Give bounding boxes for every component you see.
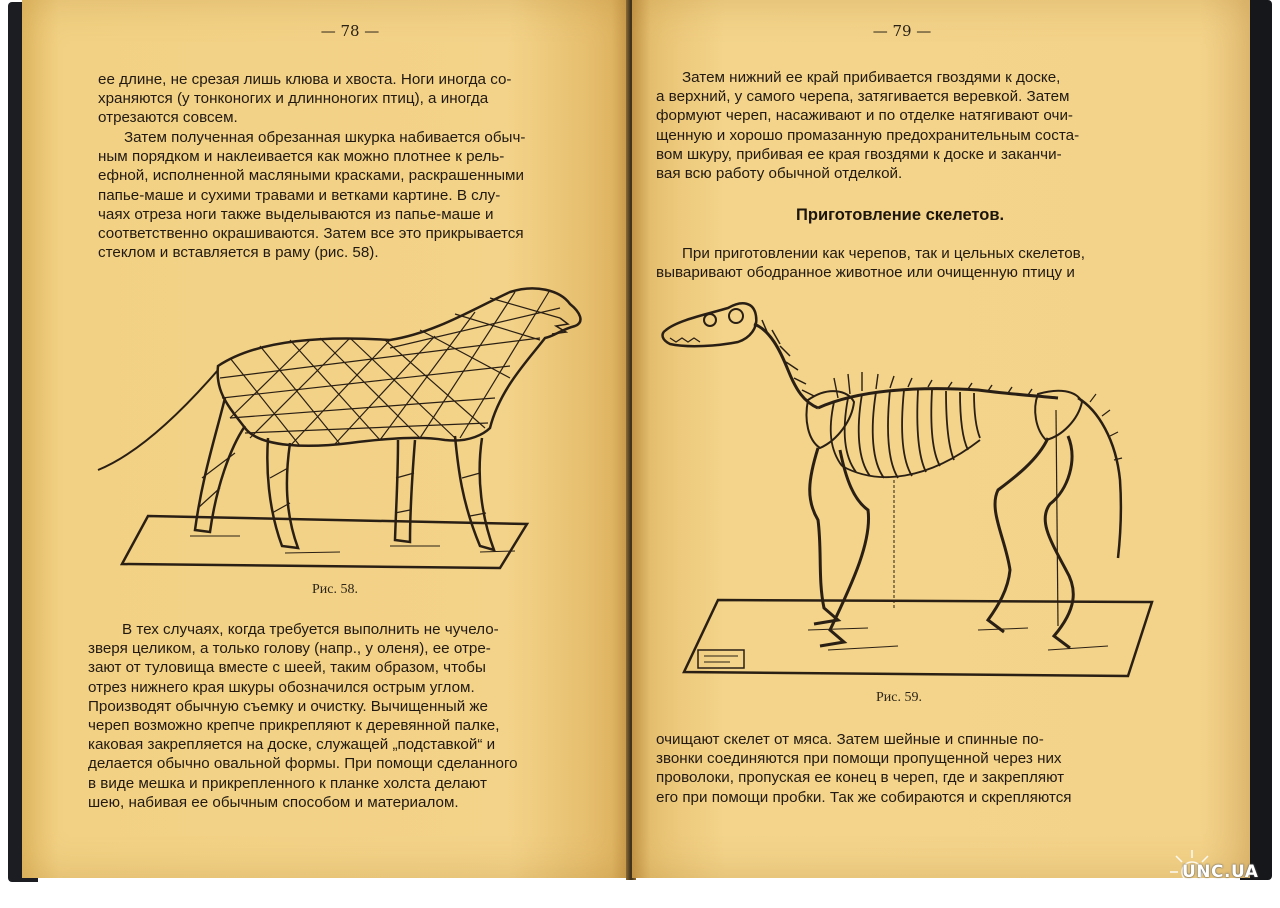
figure-body (218, 288, 581, 445)
text-line: отрез нижнего края шкуры обозначился острым углом. (88, 678, 475, 696)
section-heading: Приготовление скелетов. (796, 206, 1005, 224)
text-line: вая всю работу обычной отделкой. (656, 165, 903, 183)
figure-59-caption: Рис. 59. (876, 690, 922, 705)
figure-59-skeleton (658, 290, 1168, 685)
right-page-number: — 79 — (872, 22, 932, 40)
text-line: формуют череп, насаживают и по отделке натягивают очи- (656, 107, 1073, 125)
text-line: щенную и хорошо промазанную предохранительным соста- (656, 126, 1080, 144)
figure-leg-hind (988, 438, 1048, 632)
text-line: в виде мешка и прикрепленного к планке холста делают (88, 774, 487, 792)
text-line: шею, набивая ее обычным способом и материалом. (88, 793, 459, 811)
text-line: череп возможно крепче прикрепляют к деревянной палке, (88, 717, 500, 735)
figure-pelvis (1035, 391, 1082, 440)
figure-leg-front-2 (820, 450, 869, 646)
figure-58-wireframe-animal (90, 278, 590, 578)
text-line: соответственно окрашиваются. Затем все это прикрывается (98, 225, 524, 243)
text-line: каковая закрепляется на доске, служащей „подставкой“ и (88, 736, 496, 754)
text-line: звонки соединяются при помощи пропущенной через них (656, 750, 1062, 768)
text-line: Затем полученная обрезанная шкурка набивается обыч- (124, 129, 526, 146)
text-line: ефной, исполненной масляными красками, раскрашенными (98, 167, 524, 185)
text-line: его при помощи пробки. Так же собираются и скрепляются (656, 788, 1072, 806)
text-line: вываривают ободранное животное или очищенную птицу и (656, 264, 1075, 282)
text-line: Производят обычную съемку и очистку. Вычищенный же (88, 697, 488, 715)
text-line: чаях отреза ноги также выделываются из папье-маше и (98, 205, 494, 223)
left-para-2 (98, 128, 592, 262)
right-para-1 (656, 68, 1146, 183)
right-para-2 (656, 244, 1146, 282)
figure-wire-mesh (198, 290, 560, 516)
figure-shadow-hatching (190, 536, 515, 553)
watermark-text: UNC.UA (1182, 862, 1259, 882)
figure-shadow-hatching (808, 628, 1108, 650)
figure-tail (1078, 398, 1121, 558)
figure-label-plate (698, 650, 744, 668)
figure-leg-front (455, 436, 494, 550)
figure-leg-front-2 (395, 440, 415, 542)
text-line: делается обычно овальной формы. При помощи сделанного (88, 755, 518, 773)
left-para-3 (88, 620, 588, 812)
text-line: очищают скелет от мяса. Затем шейные и спинные по- (656, 731, 1044, 748)
figure-stand (122, 516, 527, 568)
text-line: стеклом и вставляется в раму (рис. 58). (98, 244, 379, 262)
figure-leg-hind-2 (1045, 436, 1073, 648)
text-line: ным порядком и наклеивается как можно плотнее к рель- (98, 148, 505, 166)
figure-58-caption: Рис. 58. (312, 582, 358, 597)
left-page-number: — 78 — (320, 22, 380, 40)
text-line: В тех случаях, когда требуется выполнить не чучело- (122, 621, 499, 638)
figure-neck (754, 324, 818, 408)
text-line: папье-маше и сухими травами и ветками картине. В слу- (98, 186, 501, 204)
text-line: При приготовлении как черепов, так и цельных скелетов, (682, 245, 1085, 262)
text-line: ее длине, не срезая лишь клюва и хвоста. Ноги иногда со- (98, 71, 512, 88)
figure-leg-hind (267, 438, 298, 548)
text-line: Затем нижний ее край прибивается гвоздями к доске, (682, 69, 1061, 86)
figure-skull (663, 303, 757, 346)
text-line: проволоки, пропуская ее конец в череп, где и закрепляют (656, 769, 1065, 787)
right-para-3 (656, 730, 1150, 807)
left-para-1 (98, 70, 592, 128)
figure-tail (98, 370, 218, 470)
text-line: вом шкуру, прибивая ее края гвоздями к доске и заканчи- (656, 145, 1062, 163)
text-line: зают от туловища вместе с шеей, таким образом, чтобы (88, 659, 486, 677)
figure-leg-front (810, 448, 838, 624)
figure-stand (684, 600, 1152, 676)
text-line: а верхний, у самого черепа, затягивается веревкой. Затем (656, 88, 1070, 106)
text-line: отрезаются совсем. (98, 109, 238, 127)
text-line: храняются (у тонконогих и длинноногих птиц), а иногда (98, 90, 489, 108)
text-line: зверя целиком, а только голову (напр., у оленя), ее отре- (88, 640, 491, 658)
